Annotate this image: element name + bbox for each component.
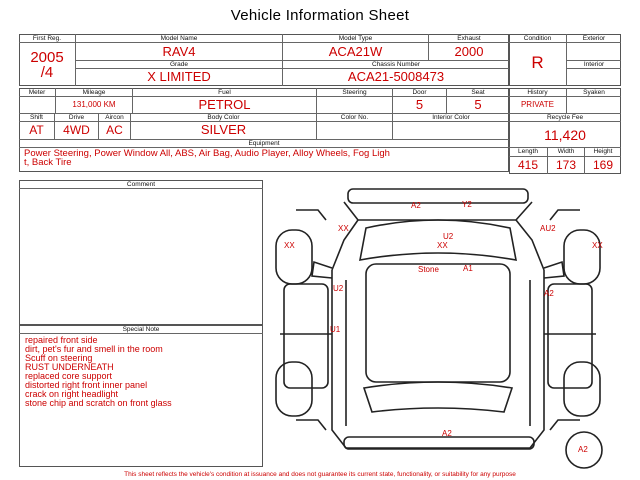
drive-value: 4WD: [63, 123, 90, 137]
note-item: Scuff on steering: [25, 353, 93, 363]
drive-label: Drive: [68, 114, 85, 121]
chassis-value: ACA21-5008473: [347, 69, 445, 84]
first-reg-year: 2005: [30, 49, 64, 66]
damage-mark: U2: [443, 232, 454, 241]
grade-value: X LIMITED: [147, 69, 211, 84]
damage-mark: XX: [284, 241, 295, 250]
damage-mark: XX: [338, 224, 349, 233]
damage-mark: A2: [578, 445, 588, 454]
note-item: dirt, pet's fur and smell in the room: [25, 344, 163, 354]
special-notes-list: [25, 336, 172, 408]
body-color-value: SILVER: [200, 122, 247, 137]
seat-label: Seat: [471, 89, 485, 96]
height-value: 169: [592, 158, 614, 172]
damage-mark: A2: [442, 429, 452, 438]
history-label: History: [527, 89, 548, 96]
chassis-label: Chassis Number: [371, 61, 421, 68]
color-no-label: Color No.: [340, 114, 369, 121]
note-item: RUST UNDERNEATH: [25, 362, 114, 372]
fuel-value: PETROL: [198, 97, 251, 112]
equipment-line-2: t, Back Tire: [24, 157, 72, 168]
syaken-label: Syaken: [583, 89, 605, 96]
mileage-value: 131,000 KM: [72, 100, 116, 109]
damage-mark: XX: [592, 241, 603, 250]
page-title: Vehicle Information Sheet: [230, 7, 410, 24]
damage-mark: A2: [544, 289, 554, 298]
equipment-label: Equipment: [248, 140, 280, 147]
aircon-label: Aircon: [105, 114, 124, 121]
seat-value: 5: [474, 97, 482, 112]
damage-mark: XX: [437, 241, 448, 250]
condition-grade: R: [531, 53, 544, 72]
first-reg-month: /4: [40, 64, 54, 81]
history-value: PRIVATE: [520, 100, 555, 109]
height-label: Height: [593, 148, 613, 155]
meter-label: Meter: [28, 89, 46, 96]
door-label: Door: [412, 89, 427, 96]
special-note-label: Special Note: [122, 326, 160, 333]
damage-mark: U2: [333, 284, 344, 293]
recycle-fee-label: Recycle Fee: [546, 114, 584, 121]
shift-label: Shift: [29, 114, 43, 121]
damage-mark: A1: [463, 264, 473, 273]
interior-color-label: Interior Color: [432, 114, 470, 121]
note-item: distorted right front inner panel: [25, 380, 148, 390]
fuel-label: Fuel: [218, 89, 231, 96]
comment-label: Comment: [126, 181, 156, 188]
recycle-fee-value: 11,420: [544, 127, 586, 143]
aircon-value: AC: [106, 123, 123, 137]
shift-value: AT: [29, 123, 44, 137]
damage-mark: Stone: [418, 265, 439, 274]
exhaust-label: Exhaust: [457, 35, 481, 42]
comment-box: [19, 180, 263, 325]
damage-mark: A2: [411, 201, 421, 210]
door-value: 5: [415, 97, 424, 112]
grade-label: Grade: [169, 61, 189, 68]
car-damage-diagram: [266, 180, 626, 470]
width-label: Width: [557, 148, 575, 155]
width-value: 173: [555, 158, 577, 172]
length-label: Length: [518, 148, 538, 155]
interior-label: Interior: [583, 61, 605, 68]
model-name-label: Model Name: [160, 35, 198, 42]
note-item: stone chip and scratch on front glass: [25, 398, 172, 408]
steering-label: Steering: [342, 89, 367, 96]
note-item: crack on right headlight: [25, 389, 119, 399]
disclaimer: This sheet reflects the vehicle's condition at issuance and does not guarantee its current state, functionality, or suitability for any purpose: [124, 471, 516, 478]
model-type-value: ACA21W: [328, 44, 383, 59]
note-item: repaired front side: [25, 335, 98, 345]
length-value: 415: [517, 158, 539, 172]
exhaust-value: 2000: [454, 44, 484, 59]
model-type-label: Model Type: [338, 35, 373, 42]
first-reg-label: First Reg.: [32, 35, 62, 42]
exterior-label: Exterior: [582, 35, 606, 42]
damage-mark: AU2: [540, 224, 556, 233]
body-color-label: Body Color: [207, 114, 240, 121]
model-name-value: RAV4: [162, 44, 196, 59]
mileage-label: Mileage: [82, 89, 106, 96]
damage-mark: U1: [330, 325, 341, 334]
condition-label: Condition: [523, 35, 552, 42]
note-item: replaced core support: [25, 371, 113, 381]
equipment-line-1: Power Steering, Power Window All, ABS, Air Bag, Audio Player, Alloy Wheels, Fog Ligh: [24, 148, 390, 159]
damage-mark: Y2: [462, 200, 472, 209]
